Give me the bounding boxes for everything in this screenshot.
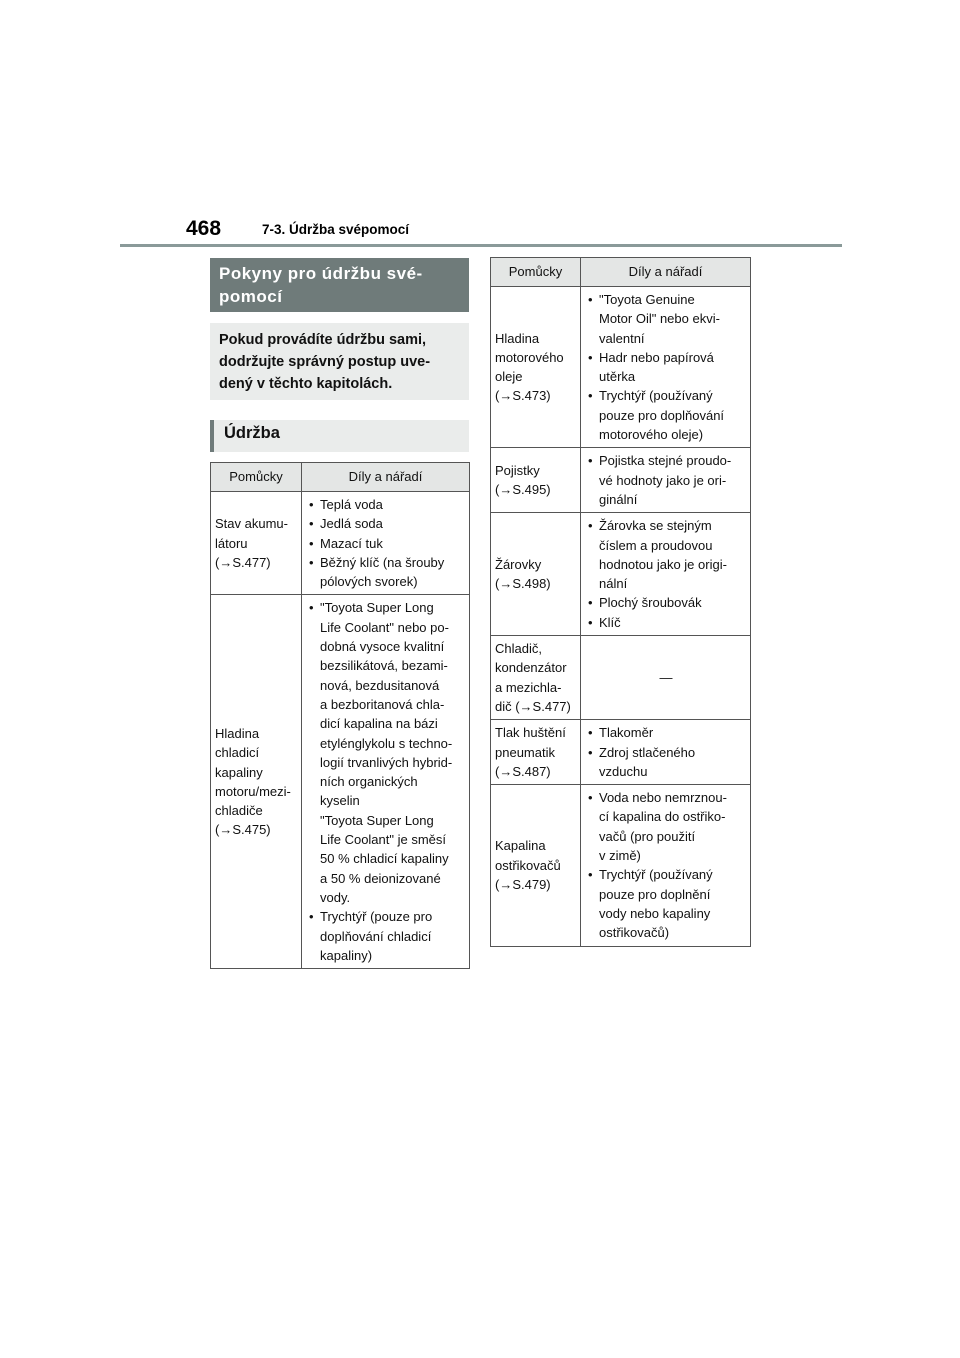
list-item-line: Plochý šroubovák bbox=[599, 595, 702, 611]
tool-line: (→S.473) bbox=[495, 388, 551, 404]
list-item-line: a bezboritanová chla- bbox=[320, 696, 445, 712]
list-item-line: Běžný klíč (na šrouby bbox=[320, 554, 445, 570]
list-item-line: ostřikovačů) bbox=[599, 925, 670, 941]
tool-line: a mezichla- bbox=[495, 679, 562, 695]
tool-line: Tlak huštění bbox=[495, 725, 566, 741]
maintenance-table-left bbox=[210, 462, 470, 969]
bullet-icon: • bbox=[588, 744, 593, 760]
tool-cell bbox=[211, 595, 302, 969]
list-item bbox=[308, 534, 464, 553]
list-item bbox=[587, 386, 745, 444]
parts-cell bbox=[581, 513, 751, 636]
tool-line: Hladina bbox=[215, 725, 260, 741]
column-header-parts: Díly a nářadí bbox=[302, 463, 470, 492]
bullet-icon: • bbox=[588, 453, 593, 469]
tool-line: (→S.495) bbox=[495, 482, 551, 498]
bullet-icon: • bbox=[588, 292, 593, 307]
list-item-line: bezsilikátová, bezami- bbox=[320, 658, 448, 674]
list-item-line: Voda nebo nemrznou- bbox=[599, 790, 727, 806]
list-item-line: Tlakoměr bbox=[599, 725, 654, 741]
bullet-icon: • bbox=[309, 554, 314, 570]
list-item-line: Motor Oil" nebo ekvi- bbox=[599, 311, 720, 327]
subheading-maintenance: Údržba bbox=[210, 420, 469, 452]
list-item-line: nová, bezdusitanová bbox=[320, 677, 440, 693]
section-title: 7-3. Údržba svépomocí bbox=[262, 222, 410, 237]
list-item bbox=[308, 598, 464, 907]
list-item-line: "Toyota Genuine bbox=[599, 292, 695, 307]
list-item-line: vzduchu bbox=[599, 763, 648, 779]
bullet-icon: • bbox=[588, 790, 593, 806]
parts-list bbox=[587, 788, 745, 942]
list-item-line: Trychtýř (používaný bbox=[599, 867, 713, 883]
list-item-line: kyselin bbox=[320, 793, 360, 809]
list-item bbox=[587, 516, 745, 593]
tool-line: chladiče bbox=[215, 803, 263, 819]
tool-line: Žárovky bbox=[495, 556, 542, 572]
list-item-line: Zdroj stlačeného bbox=[599, 744, 696, 760]
bullet-icon: • bbox=[588, 349, 593, 365]
list-item-line: pólových svorek) bbox=[320, 574, 418, 590]
list-item bbox=[587, 348, 745, 387]
header-divider bbox=[120, 244, 842, 247]
parts-list bbox=[587, 516, 745, 632]
list-item bbox=[587, 743, 745, 782]
list-item-line: Jedlá soda bbox=[320, 516, 383, 532]
list-item-line: Mazací tuk bbox=[320, 535, 383, 551]
page-number: 468 bbox=[186, 217, 222, 240]
tool-line: Kapalina bbox=[495, 838, 546, 854]
list-item-line: doplňování chladicí bbox=[320, 928, 432, 944]
intro-line: dodržujte správný postup uve- bbox=[219, 354, 431, 370]
list-item-line: Žárovka se stejným bbox=[599, 518, 712, 534]
tool-line: motorového bbox=[495, 349, 564, 365]
table-row bbox=[491, 636, 751, 720]
list-item-line: Trychtýř (pouze pro bbox=[320, 909, 433, 925]
intro-box bbox=[210, 323, 469, 400]
section-banner bbox=[210, 258, 469, 312]
tool-line: Pojistky bbox=[495, 463, 540, 479]
list-item-line: Klíč bbox=[599, 614, 621, 630]
list-item-line: a 50 % deionizované bbox=[320, 870, 441, 886]
list-item-line: v zimě) bbox=[599, 848, 641, 864]
parts-cell bbox=[581, 720, 751, 785]
list-item-line: ginální bbox=[599, 491, 638, 507]
list-item-line: valentní bbox=[599, 330, 645, 346]
table-row bbox=[491, 513, 751, 636]
parts-list bbox=[587, 290, 745, 444]
bullet-icon: • bbox=[588, 595, 593, 611]
list-item-line: utěrka bbox=[599, 369, 636, 385]
list-item-line: Trychtýř (používaný bbox=[599, 388, 713, 404]
column-header-tools: Pomůcky bbox=[491, 258, 581, 287]
list-item-line: motorového oleje) bbox=[599, 427, 704, 443]
table-row bbox=[211, 595, 470, 969]
tool-cell bbox=[491, 513, 581, 636]
tool-cell bbox=[491, 785, 581, 946]
tool-line: Hladina bbox=[495, 330, 540, 346]
table-row bbox=[491, 287, 751, 448]
bullet-icon: • bbox=[309, 535, 314, 551]
bullet-icon: • bbox=[309, 497, 314, 512]
list-item bbox=[587, 451, 745, 509]
list-item bbox=[587, 723, 745, 742]
list-item-line: ních organických bbox=[320, 774, 418, 790]
list-item-line: pouze pro doplňování bbox=[599, 407, 725, 423]
list-item bbox=[308, 553, 464, 592]
tool-cell bbox=[491, 448, 581, 513]
list-item-line: Life Coolant" nebo po- bbox=[320, 619, 449, 635]
list-item-line: Life Coolant" je směsí bbox=[320, 832, 447, 848]
intro-line: dený v těchto kapitolách. bbox=[219, 376, 393, 392]
tool-line: ostřikovačů bbox=[495, 857, 561, 873]
list-item-line: cí kapalina do ostřiko- bbox=[599, 809, 726, 825]
tool-line: pneumatik bbox=[495, 744, 555, 760]
tool-line: motoru/mezi- bbox=[215, 783, 291, 799]
list-item-line: kapaliny) bbox=[320, 947, 373, 963]
tool-line: (→S.477) bbox=[215, 554, 271, 570]
list-item bbox=[587, 593, 745, 612]
list-item-line: etylénglykolu s techno- bbox=[320, 735, 453, 751]
tool-line: (→S.479) bbox=[495, 876, 551, 892]
bullet-icon: • bbox=[588, 867, 593, 883]
tool-line: (→S.498) bbox=[495, 576, 551, 592]
tool-cell bbox=[491, 287, 581, 448]
parts-cell bbox=[581, 636, 751, 720]
tool-line: (→S.475) bbox=[215, 822, 271, 838]
list-item-line: 50 % chladicí kapaliny bbox=[320, 851, 449, 867]
parts-list bbox=[308, 598, 464, 965]
list-item-line: nální bbox=[599, 576, 628, 592]
parts-cell bbox=[581, 448, 751, 513]
tool-line: oleje bbox=[495, 369, 523, 385]
tool-line: Chladič, bbox=[495, 641, 542, 657]
column-header-parts: Díly a nářadí bbox=[581, 258, 751, 287]
tool-line: chladicí bbox=[215, 745, 260, 761]
parts-list bbox=[587, 451, 745, 509]
parts-cell bbox=[302, 595, 470, 969]
list-item-line: "Toyota Super Long bbox=[320, 600, 434, 616]
list-item-line: vody nebo kapaliny bbox=[599, 905, 711, 921]
list-item-line: logií trvanlivých hybrid- bbox=[320, 754, 453, 770]
list-item bbox=[587, 865, 745, 942]
list-item-line: dobná vysoce kvalitní bbox=[320, 639, 445, 655]
list-item-line: vody. bbox=[320, 889, 351, 905]
parts-list bbox=[587, 723, 745, 781]
list-item-line: Teplá voda bbox=[320, 497, 383, 512]
list-item-line: "Toyota Super Long bbox=[320, 812, 434, 828]
tool-line: Stav akumu- bbox=[215, 516, 288, 532]
table-row bbox=[211, 492, 470, 595]
list-item-line: vé hodnoty jako je ori- bbox=[599, 472, 727, 488]
bullet-icon: • bbox=[309, 600, 314, 616]
parts-cell bbox=[581, 287, 751, 448]
tool-cell bbox=[491, 720, 581, 785]
list-item bbox=[587, 788, 745, 865]
list-item bbox=[308, 514, 464, 533]
list-item-line: hodnotou jako je origi- bbox=[599, 556, 727, 572]
bullet-icon: • bbox=[588, 614, 593, 630]
bullet-icon: • bbox=[309, 516, 314, 532]
list-item-line: číslem a proudovou bbox=[599, 537, 713, 553]
table-row bbox=[491, 720, 751, 785]
tool-line: (→S.487) bbox=[495, 763, 551, 779]
list-item-line: pouze pro doplnění bbox=[599, 886, 711, 902]
list-item-line: vačů (pro použití bbox=[599, 828, 696, 844]
table-row bbox=[491, 448, 751, 513]
list-item-line: Hadr nebo papírová bbox=[599, 349, 714, 365]
bullet-icon: • bbox=[588, 388, 593, 404]
tool-line: kondenzátor bbox=[495, 660, 567, 676]
tool-cell bbox=[491, 636, 581, 720]
empty-dash: — bbox=[659, 669, 673, 685]
parts-cell bbox=[581, 785, 751, 946]
bullet-icon: • bbox=[588, 518, 593, 534]
bullet-icon: • bbox=[309, 909, 314, 925]
list-item bbox=[587, 613, 745, 632]
tool-line: látoru bbox=[215, 535, 248, 551]
maintenance-table-right bbox=[490, 257, 751, 947]
list-item-line: dicí kapalina na bázi bbox=[320, 716, 438, 732]
table-row bbox=[491, 785, 751, 946]
intro-line: Pokud provádíte údržbu sami, bbox=[219, 332, 427, 348]
list-item-line: Pojistka stejné proudo- bbox=[599, 453, 732, 469]
tool-line: dič (→S.477) bbox=[495, 698, 571, 714]
bullet-icon: • bbox=[588, 725, 593, 741]
banner-line: Pokyny pro údržbu své- bbox=[219, 264, 423, 283]
list-item bbox=[587, 290, 745, 348]
parts-cell bbox=[302, 492, 470, 595]
list-item bbox=[308, 495, 464, 514]
parts-list bbox=[308, 495, 464, 591]
column-header-tools: Pomůcky bbox=[211, 463, 302, 492]
tool-line: kapaliny bbox=[215, 764, 263, 780]
banner-line: pomocí bbox=[219, 287, 283, 306]
tool-cell bbox=[211, 492, 302, 595]
list-item bbox=[308, 907, 464, 965]
